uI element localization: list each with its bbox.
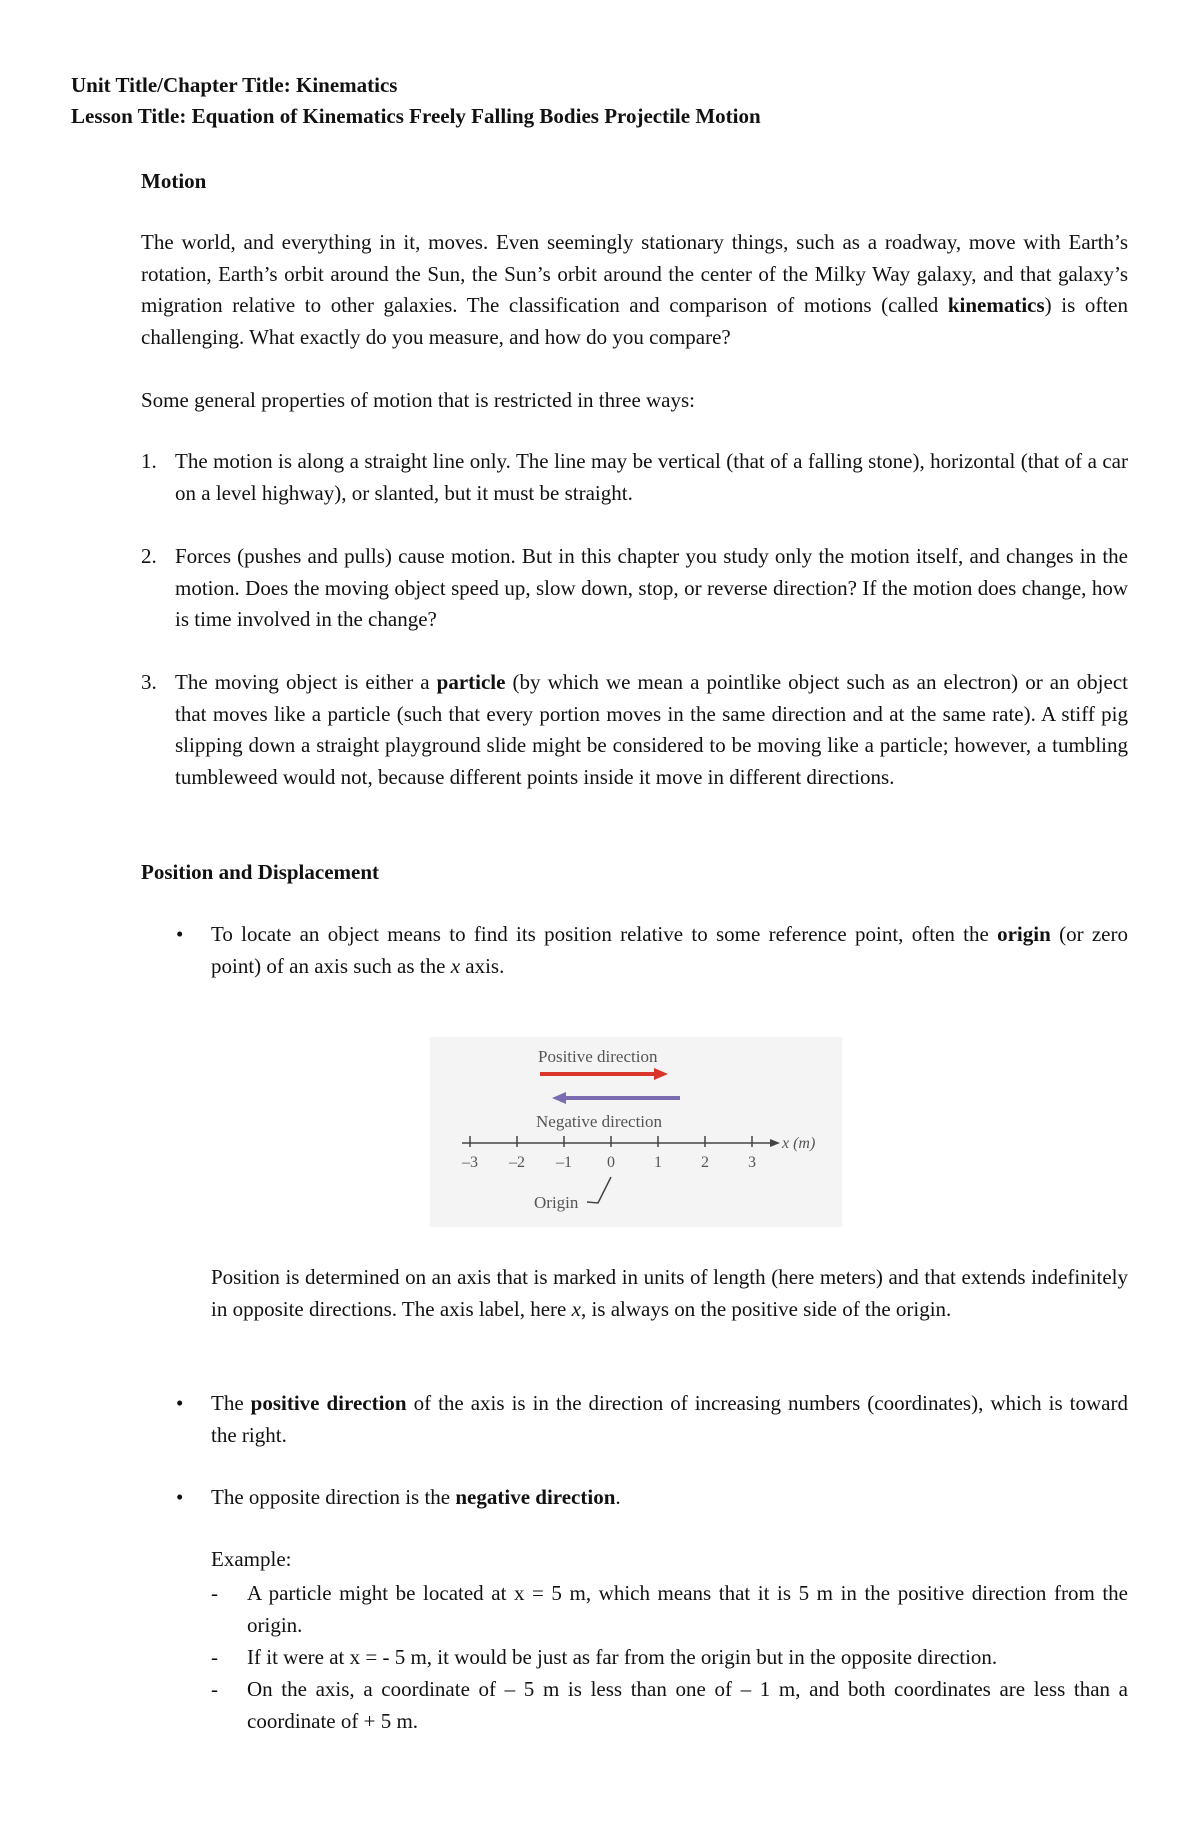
example-item-2-text: If it were at x = - 5 m, it would be just as far from the origin but in the opposite direction.	[247, 1645, 998, 1669]
negative-direction-label: Negative direction	[536, 1112, 663, 1131]
axis-tick-label: 0	[607, 1154, 615, 1171]
list-item-1	[175, 446, 1128, 509]
bullet3-post: .	[615, 1485, 621, 1509]
intro-text-post: ) is often challenging. What exactly do you measure, and how do you compare?	[141, 293, 1128, 349]
example-item-2	[247, 1642, 1128, 1674]
kinematics-term: kinematics	[947, 293, 1045, 317]
bullet-item-3	[211, 1482, 1128, 1514]
caption-post: , is always on the positive side of the origin.	[580, 1296, 952, 1321]
negative-direction-term: negative direction	[455, 1485, 616, 1509]
item-number-2: 2.	[141, 544, 157, 568]
bullet1-var: x	[450, 953, 461, 978]
example-item-1-text: A particle might be located at x = 5 m, which means that it is 5 m in the positive direction from the origin.	[247, 1581, 1128, 1637]
bullet-symbol-3: •	[176, 1485, 184, 1509]
example-item-1	[247, 1578, 1128, 1641]
bullet1-post: axis.	[460, 953, 505, 978]
motion-intro-paragraph	[141, 227, 1128, 353]
bullet-item-1	[211, 919, 1128, 982]
bullet2-post: of the axis is in the direction of increasing numbers (coordinates), which is toward the right.	[211, 1391, 1128, 1447]
origin-label: Origin	[534, 1193, 579, 1212]
motion-heading: Motion	[141, 169, 207, 193]
example-item-3	[247, 1674, 1128, 1737]
axis-tick-label: –3	[462, 1154, 478, 1171]
example-label: Example:	[211, 1547, 292, 1571]
caption-var: x	[571, 1296, 581, 1321]
caption-pre: Position is determined on an axis that is marked in units of length (here meters) and that extends indefinitely in opposite directions. The axis label, here	[211, 1265, 1128, 1321]
axis-tick-label: 3	[748, 1154, 756, 1171]
axis-tick-label: –2	[509, 1154, 525, 1171]
position-heading: Position and Displacement	[141, 860, 380, 884]
intro-text-pre: The world, and everything in it, moves. Even seemingly stationary things, such as a roadway, move with Earth’s rotation, Earth’s orbit around the Sun, the Sun’s orbit around the center of the Milky Way galaxy, and that galaxy’s migration relative to other galaxies. The classification and comparison of motions (called	[141, 230, 1128, 317]
lesson-title: Lesson Title: Equation of Kinematics Freely Falling Bodies Projectile Motion	[71, 104, 761, 128]
properties-lead: Some general properties of motion that is restricted in three ways:	[141, 388, 696, 412]
positive-direction-label: Positive direction	[538, 1047, 658, 1066]
bullet-symbol-2: •	[176, 1391, 184, 1415]
item-number-1: 1.	[141, 449, 157, 473]
bullet-symbol-1: •	[176, 922, 184, 946]
list-item-3	[175, 667, 1128, 793]
bullet1-pre: To locate an object means to find its position relative to some reference point, often the	[211, 922, 998, 946]
positive-direction-term: positive direction	[250, 1391, 407, 1415]
position-caption	[211, 1262, 1128, 1325]
example-dash-1: -	[211, 1581, 218, 1605]
example-dash-2: -	[211, 1645, 218, 1669]
list-item-3-pre: The moving object is either a	[175, 670, 437, 694]
list-item-2	[175, 541, 1128, 636]
list-item-2-text: Forces (pushes and pulls) cause motion. But in this chapter you study only the motion itself, and changes in the motion. Does the moving object speed up, slow down, stop, or reverse direction? If the motion does change, how is time involved in the change?	[175, 544, 1128, 631]
bullet3-pre: The opposite direction is the	[211, 1485, 456, 1509]
x-axis-label: x (m)	[782, 1135, 816, 1152]
bullet-item-2	[211, 1388, 1128, 1451]
axis-tick-label: –1	[556, 1154, 572, 1171]
axis-tick-label: 1	[654, 1154, 662, 1171]
bullet2-pre: The	[211, 1391, 251, 1415]
origin-term: origin	[997, 922, 1051, 946]
unit-title: Unit Title/Chapter Title: Kinematics	[71, 73, 398, 97]
example-dash-3: -	[211, 1677, 218, 1701]
item-number-3: 3.	[141, 670, 157, 694]
list-item-1-text: The motion is along a straight line only. The line may be vertical (that of a falling stone), horizontal (that of a car on a level highway), or slanted, but it must be straight.	[175, 449, 1128, 505]
list-item-3-post: (by which we mean a pointlike object such as an electron) or an object that moves like a particle (such that every portion moves in the same direction and at the same rate). A stiff pig slipping down a straight playground slide might be considered to be moving like a particle; however, a tumbling tumbleweed would not, because different points inside it move in different directions.	[175, 670, 1128, 789]
particle-term: particle	[436, 670, 506, 694]
bullet1-mid: (or zero point) of an axis such as the	[211, 922, 1128, 978]
axis-tick-label: 2	[701, 1154, 709, 1171]
example-item-3-text: On the axis, a coordinate of – 5 m is less than one of – 1 m, and both coordinates are less than a coordinate of + 5 m.	[247, 1677, 1128, 1733]
number-line-figure	[430, 1037, 842, 1227]
